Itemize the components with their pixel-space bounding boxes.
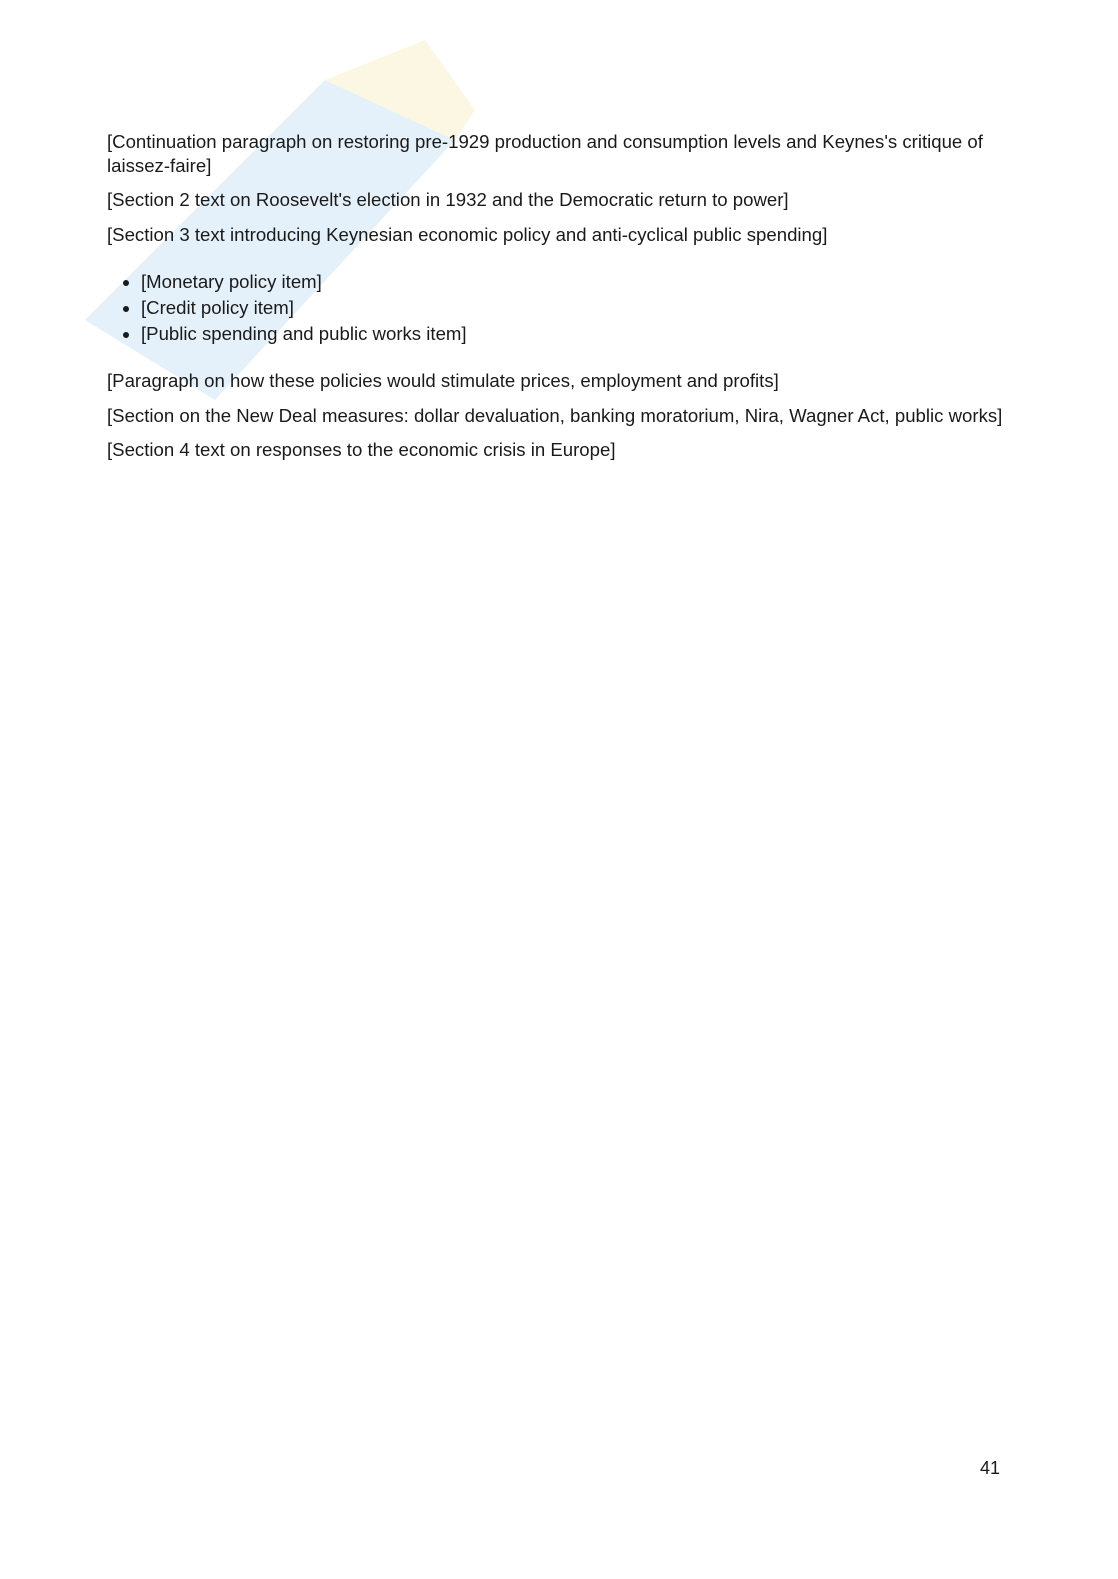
paragraph: [Continuation paragraph on restoring pre-1929 production and consumption levels and Keynes's critique of laissez-faire] <box>107 131 983 176</box>
list-item: • [Monetary policy item] <box>141 270 1007 294</box>
list-item: • [Public spending and public works item] <box>141 322 1007 346</box>
page-number: 41 <box>980 1458 1001 1478</box>
document-body <box>107 130 1007 473</box>
paragraph: [Section 3 text introducing Keynesian economic policy and anti-cyclical public spending] <box>107 223 828 245</box>
bullet-list <box>107 270 1007 345</box>
paragraph: [Section 4 text on responses to the economic crisis in Europe] <box>107 439 616 461</box>
list-item: • [Credit policy item] <box>141 296 1007 320</box>
paragraph: [Section 2 text on Roosevelt's election in 1932 and the Democratic return to power] <box>107 189 789 211</box>
paragraph: [Section on the New Deal measures: dollar devaluation, banking moratorium, Nira, Wagner Act, public works] <box>107 404 1003 426</box>
paragraph: [Paragraph on how these policies would stimulate prices, employment and profits] <box>107 370 779 392</box>
